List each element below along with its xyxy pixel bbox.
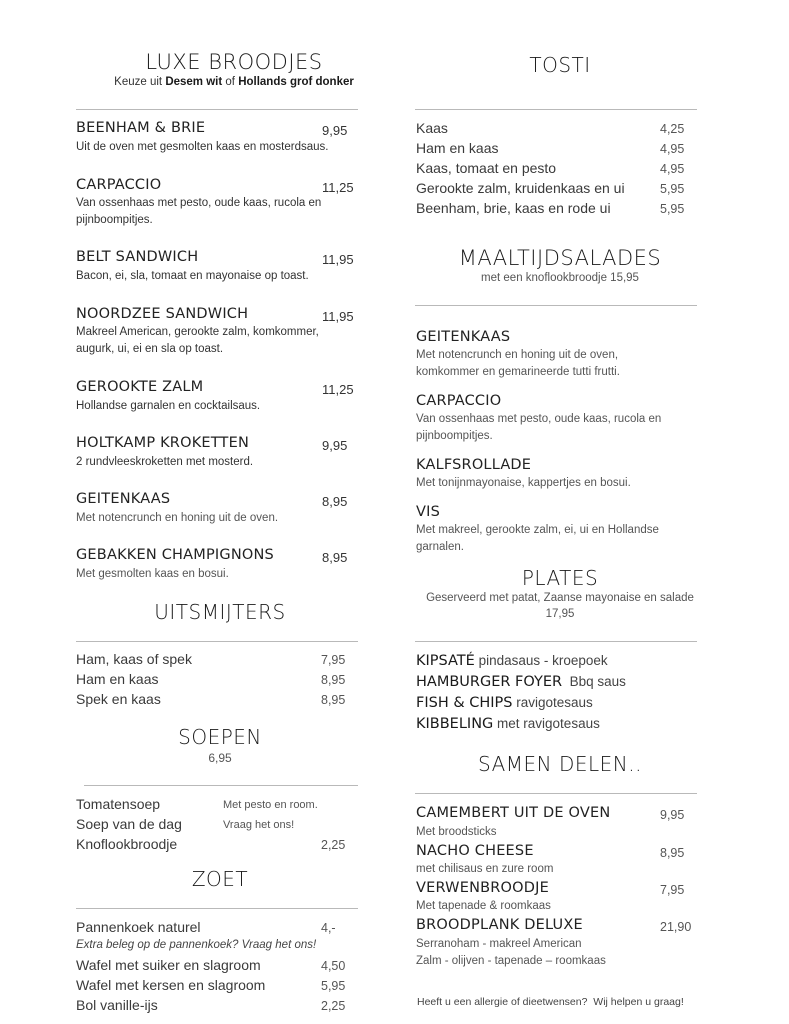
- menu-item-description: Zalm - olijven - tapenade – roomkaas: [416, 955, 606, 967]
- menu-item-price: 11,25: [322, 180, 354, 195]
- section-title-luxe-broodjes: LUXE BROODJES: [145, 50, 323, 74]
- menu-item-price: 4,25: [660, 122, 685, 136]
- section-title-uitsmijters: UITSMIJTERS: [154, 600, 286, 624]
- menu-item-description: Serranoham - makreel American: [416, 938, 582, 950]
- plate-item-sauce: ravigotesaus: [512, 695, 593, 710]
- section-title-soepen: SOEPEN: [178, 725, 262, 749]
- menu-item-price: 2,25: [321, 838, 346, 852]
- menu-item-name: Wafel met suiker en slagroom: [76, 957, 261, 973]
- divider: [84, 785, 358, 786]
- menu-item-price: 8,95: [321, 693, 346, 707]
- plate-item-name: KIPSATÉ: [416, 653, 475, 669]
- plate-item-sauce: met ravigotesaus: [493, 716, 600, 731]
- menu-item-price: 21,90: [660, 920, 692, 934]
- menu-item-name: GEITENKAAS: [76, 491, 171, 507]
- menu-item-name: VERWENBROODJE: [416, 880, 549, 896]
- menu-item-description: Met notencrunch en honing uit de oven,: [416, 349, 619, 361]
- menu-item-description: komkommer en gemarineerde tutti frutti.: [416, 366, 620, 378]
- subtitle-bread-option: Desem wit: [165, 76, 223, 88]
- plate-item: [416, 695, 593, 711]
- menu-item-note: Met pesto en room.: [223, 799, 318, 811]
- divider: [76, 641, 358, 642]
- menu-item-name: VIS: [416, 504, 440, 520]
- plate-item-name: HAMBURGER FOYER: [416, 674, 563, 690]
- section-subtitle-luxe-broodjes: [76, 76, 392, 88]
- allergy-note: Heeft u een allergie of dieetwensen? Wij helpen u graag!: [417, 996, 684, 1008]
- section-title-zoet: ZOET: [191, 867, 249, 891]
- menu-item-price: 5,95: [660, 182, 685, 196]
- menu-item-note: Vraag het ons!: [223, 819, 295, 831]
- menu-item-price: 5,95: [660, 202, 685, 216]
- section-subtitle-plates: Geserveerd met patat, Zaanse mayonaise en salade: [426, 592, 694, 604]
- menu-item-description: 2 rundvleeskroketten met mosterd.: [76, 456, 254, 468]
- menu-item-name: Bol vanille-ijs: [76, 997, 158, 1013]
- divider: [415, 793, 697, 794]
- menu-item-name: Kaas, tomaat en pesto: [416, 160, 557, 176]
- plate-item-name: KIBBELING: [416, 716, 494, 732]
- menu-item-price: 4,50: [321, 959, 346, 973]
- menu-item-price: 9,95: [322, 123, 348, 138]
- section-subtitle-maaltijdsalades: met een knoflookbroodje 15,95: [481, 272, 639, 284]
- menu-item-name: GEROOKTE ZALM: [76, 379, 204, 395]
- section-title-samen-delen: SAMEN DELEN..: [478, 752, 642, 776]
- menu-item-name: Soep van de dag: [76, 816, 182, 832]
- menu-item-price: 5,95: [321, 979, 346, 993]
- menu-item-name: Ham, kaas of spek: [76, 651, 192, 667]
- menu-item-price: 4,95: [660, 142, 685, 156]
- menu-item-description: Met tonijnmayonaise, kappertjes en bosui.: [416, 477, 631, 489]
- menu-item-name: CARPACCIO: [76, 177, 162, 193]
- menu-item-name: Pannenkoek naturel: [76, 919, 201, 935]
- divider: [76, 908, 358, 909]
- menu-item-description: Van ossenhaas met pesto, oude kaas, rucola en: [416, 413, 662, 425]
- menu-item-description: pijnboompitjes.: [76, 214, 153, 226]
- menu-note: Extra beleg op de pannenkoek? Vraag het ons!: [76, 939, 317, 951]
- menu-item-name: GEBAKKEN CHAMPIGNONS: [76, 547, 274, 563]
- menu-item-name: Gerookte zalm, kruidenkaas en ui: [416, 180, 625, 196]
- menu-item-name: Knoflookbroodje: [76, 836, 178, 852]
- subtitle-bread-option: Hollands grof donker: [238, 76, 354, 88]
- menu-item-price: 8,95: [322, 550, 348, 565]
- menu-item-description: Hollandse garnalen en cocktailsaus.: [76, 400, 261, 412]
- menu-item-description: met chilisaus en zure room: [416, 863, 554, 875]
- menu-item-price: 8,95: [322, 494, 348, 509]
- menu-item-name: Tomatensoep: [76, 796, 161, 812]
- section-price-soepen: 6,95: [208, 751, 232, 765]
- menu-item-price: 11,95: [322, 309, 354, 324]
- menu-item-price: 8,95: [660, 846, 685, 860]
- menu-item-description: garnalen.: [416, 541, 464, 553]
- divider: [415, 109, 697, 110]
- menu-item-description: augurk, ui, ei en sla op toast.: [76, 343, 224, 355]
- menu-item-name: Ham en kaas: [416, 140, 499, 156]
- section-title-tosti: TOSTI: [529, 53, 591, 77]
- menu-item-description: Met makreel, gerookte zalm, ei, ui en Hollandse: [416, 524, 659, 536]
- menu-item-name: BROODPLANK DELUXE: [416, 917, 583, 933]
- subtitle-text: of: [222, 76, 239, 88]
- menu-item-name: NOORDZEE SANDWICH: [76, 306, 249, 322]
- plate-item-name: FISH & CHIPS: [416, 695, 513, 711]
- menu-item-price: 8,95: [321, 673, 346, 687]
- menu-item-name: Ham en kaas: [76, 671, 159, 687]
- plate-item-sauce: pindasaus - kroepoek: [474, 653, 608, 668]
- plate-item-sauce: Bbq saus: [562, 674, 626, 689]
- menu-item-name: Beenham, brie, kaas en rode ui: [416, 200, 611, 216]
- section-title-plates: PLATES: [521, 566, 599, 590]
- menu-item-name: GEITENKAAS: [416, 329, 511, 345]
- menu-item-name: NACHO CHEESE: [416, 843, 534, 859]
- menu-item-name: KALFSROLLADE: [416, 457, 532, 473]
- menu-item-price: 11,95: [322, 252, 354, 267]
- menu-item-description: Met tapenade & roomkaas: [416, 900, 551, 912]
- menu-item-price: 11,25: [322, 382, 354, 397]
- menu-item-name: Wafel met kersen en slagroom: [76, 977, 266, 993]
- menu-item-name: Kaas: [416, 120, 448, 136]
- plate-item: [416, 716, 600, 732]
- plate-item: [416, 674, 626, 690]
- menu-item-name: HOLTKAMP KROKETTEN: [76, 435, 250, 451]
- menu-item-name: BEENHAM & BRIE: [76, 120, 206, 136]
- menu-item-description: pijnboompitjes.: [416, 430, 493, 442]
- divider: [76, 109, 358, 110]
- menu-item-name: BELT SANDWICH: [76, 249, 199, 265]
- menu-item-name: Spek en kaas: [76, 691, 161, 707]
- plate-item: [416, 653, 608, 669]
- menu-item-price: 7,95: [321, 653, 346, 667]
- divider: [415, 641, 697, 642]
- menu-item-description: Bacon, ei, sla, tomaat en mayonaise op toast.: [76, 270, 309, 282]
- menu-item-price: 7,95: [660, 883, 685, 897]
- menu-item-description: Uit de oven met gesmolten kaas en mosterdsaus.: [76, 141, 329, 153]
- section-title-maaltijdsalades: MAALTIJDSALADES: [458, 246, 662, 270]
- menu-item-description: Van ossenhaas met pesto, oude kaas, rucola en: [76, 197, 322, 209]
- menu-item-description: Met notencrunch en honing uit de oven.: [76, 512, 279, 524]
- menu-item-price: 9,95: [322, 438, 348, 453]
- menu-item-name: CARPACCIO: [416, 393, 502, 409]
- section-price-plates: 17,95: [545, 608, 575, 620]
- menu-item-description: Makreel American, gerookte zalm, komkommer,: [76, 326, 319, 338]
- menu-item-price: 4,95: [660, 162, 685, 176]
- menu-item-price: 2,25: [321, 999, 346, 1013]
- menu-item-price: 4,-: [321, 921, 336, 935]
- divider: [415, 305, 697, 306]
- menu-item-price: 9,95: [660, 808, 685, 822]
- subtitle-text: Keuze uit: [114, 76, 166, 88]
- menu-item-name: CAMEMBERT UIT DE OVEN: [416, 805, 611, 821]
- menu-item-description: Met gesmolten kaas en bosui.: [76, 568, 229, 580]
- menu-item-description: Met broodsticks: [416, 826, 497, 838]
